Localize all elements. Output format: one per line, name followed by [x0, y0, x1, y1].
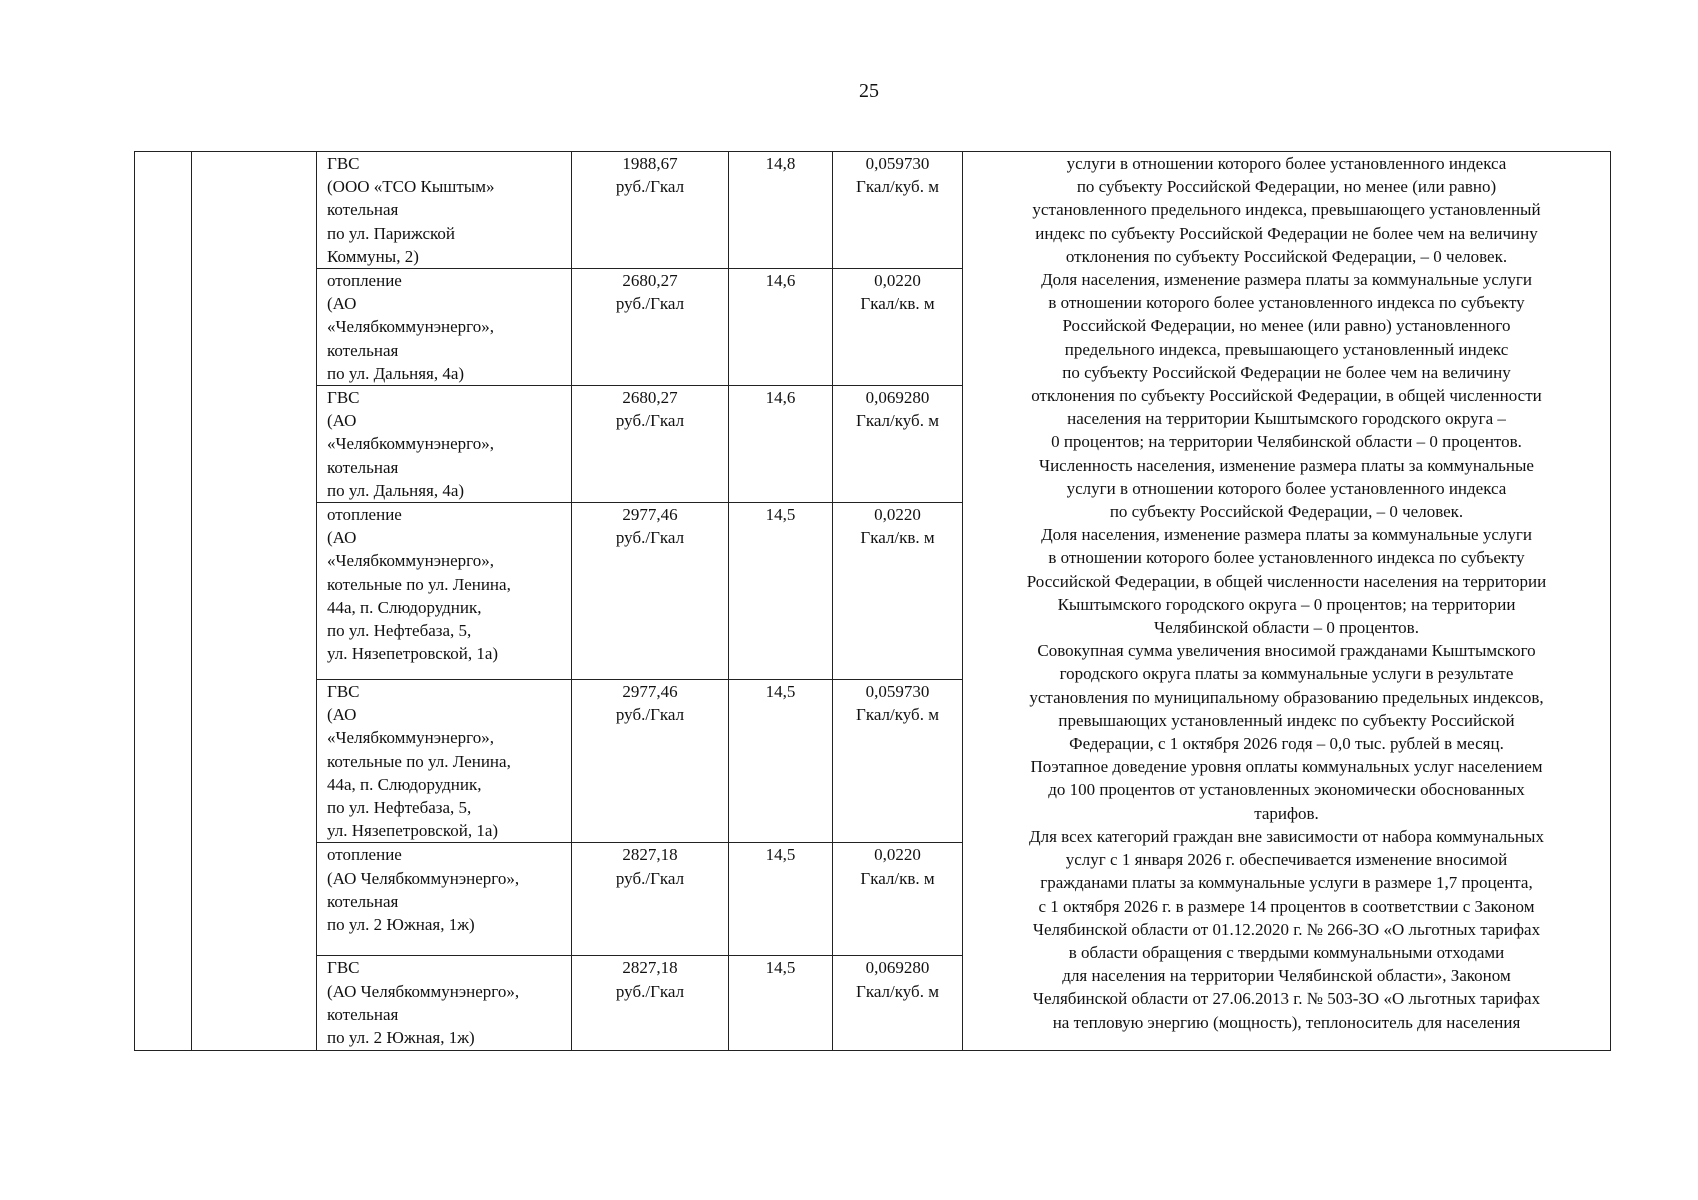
cell-line: «Челябкоммунэнерго»,	[327, 434, 494, 454]
tariff-cell	[572, 269, 729, 386]
cell-line: Российской Федерации, в общей численности населения на территории	[1026, 571, 1547, 591]
cell-line: по ул. 2 Южная, 1ж)	[327, 915, 475, 935]
cell-line: Поэтапное доведение уровня оплаты коммунальных услуг населением	[1030, 757, 1543, 777]
cell-line: предельного индекса, превышающего установленный индекс	[1064, 339, 1509, 359]
consumption-norm-cell	[833, 956, 963, 1051]
cell-line: Гкал/куб. м	[856, 705, 939, 725]
cell-line: по ул. Нефтебаза, 5,	[327, 798, 472, 818]
tariff-cell	[572, 152, 729, 269]
consumption-norm-cell	[833, 269, 963, 386]
cell-line: Гкал/куб. м	[856, 177, 939, 197]
cell-line: 0,0220	[874, 271, 921, 291]
cell-line: 2827,18	[622, 958, 678, 978]
cell-line: руб./Гкал	[615, 528, 685, 548]
cell-line: «Челябкоммунэнерго»,	[327, 317, 494, 337]
cell-line: «Челябкоммунэнерго»,	[327, 728, 494, 748]
service-description-cell	[317, 503, 572, 680]
cell-line: отопление	[327, 271, 402, 291]
cell-line: котельная	[327, 200, 399, 220]
service-description-cell	[317, 680, 572, 843]
cell-line: (ООО «ТСО Кыштым»	[327, 177, 495, 197]
cell-line: 0,0220	[874, 505, 921, 525]
cell-line: 14,5	[765, 845, 796, 865]
cell-line: 0,069280	[865, 958, 930, 978]
cell-line: руб./Гкал	[615, 177, 685, 197]
service-description-cell	[317, 152, 572, 269]
cell-line: Совокупная сумма увеличения вносимой гражданами Кыштымского	[1037, 641, 1536, 661]
cell-line: 44а, п. Слюдорудник,	[327, 774, 482, 794]
cell-line: Российской Федерации, но менее (или равно) установленного	[1062, 316, 1511, 336]
cell-line: превышающих установленный индекс по субъекту Российской	[1058, 710, 1515, 730]
cell-line: на тепловую энергию (мощность), теплоноситель для населения	[1052, 1012, 1521, 1032]
empty-column-1	[135, 152, 192, 1051]
service-description-cell	[317, 956, 572, 1051]
cell-line: по ул. Дальняя, 4а)	[327, 363, 465, 383]
cell-line: ул. Нязепетровской, 1а)	[327, 821, 499, 841]
cell-line: руб./Гкал	[615, 705, 685, 725]
cell-line: (АО	[327, 528, 357, 548]
cell-line: Гкал/кв. м	[860, 528, 935, 548]
cell-line: руб./Гкал	[615, 981, 685, 1001]
increase-percent-cell	[729, 956, 833, 1051]
narrative-cell	[963, 152, 1611, 1051]
cell-line: (АО	[327, 411, 357, 431]
cell-line: Федерации, с 1 октября 2026 годя – 0,0 тыс. рублей в месяц.	[1069, 734, 1504, 754]
tariff-cell	[572, 956, 729, 1051]
cell-line: по ул. Нефтебаза, 5,	[327, 621, 472, 641]
increase-percent-cell	[729, 152, 833, 269]
cell-line: Кыштымского городского округа – 0 процентов; на территории	[1057, 594, 1516, 614]
cell-line: для населения на территории Челябинской области», Законом	[1062, 966, 1511, 986]
cell-line: 0,059730	[865, 154, 930, 173]
cell-line: отклонения по субъекту Российской Федерации, в общей численности	[1031, 386, 1542, 406]
cell-line: котельная	[327, 340, 399, 360]
cell-line: 0,069280	[865, 388, 930, 408]
tariff-table-body	[135, 152, 1611, 1051]
cell-line: 1988,67	[622, 154, 678, 173]
cell-line: котельная	[327, 457, 399, 477]
service-description-cell	[317, 843, 572, 956]
cell-line: ул. Нязепетровской, 1а)	[327, 644, 499, 664]
cell-line: 2680,27	[622, 271, 678, 291]
page-number: 25	[859, 80, 879, 102]
increase-percent-cell	[729, 843, 833, 956]
cell-line: Челябинской области – 0 процентов.	[1154, 618, 1419, 638]
cell-line: котельная	[327, 891, 399, 911]
consumption-norm-cell	[833, 152, 963, 269]
cell-line: (АО	[327, 705, 357, 725]
cell-line: по субъекту Российской Федерации, но менее (или равно)	[1076, 177, 1497, 197]
cell-line: гражданами платы за коммунальные услуги в размере 1,7 процента,	[1040, 873, 1533, 893]
cell-line: услуги в отношении которого более установленного индекса	[1066, 154, 1507, 173]
cell-line: по ул. Дальняя, 4а)	[327, 480, 465, 500]
cell-line: 14,5	[765, 505, 796, 525]
consumption-norm-cell	[833, 386, 963, 503]
tariff-cell	[572, 843, 729, 956]
cell-line: (АО Челябкоммунэнерго»,	[327, 981, 520, 1001]
cell-line: установления по муниципальному образованию предельных индексов,	[1029, 687, 1544, 707]
cell-line: отопление	[327, 505, 402, 525]
cell-line: 14,5	[765, 958, 796, 978]
tariff-cell	[572, 680, 729, 843]
cell-line: Челябинской области от 01.12.2020 г. № 266-ЗО «О льготных тарифах	[1032, 919, 1541, 939]
cell-line: населения на территории Кыштымского городского округа –	[1067, 409, 1506, 429]
cell-line: в области обращения с твердыми коммунальными отходами	[1068, 942, 1505, 962]
cell-line: котельная	[327, 1004, 399, 1024]
cell-line: котельные по ул. Ленина,	[327, 751, 511, 771]
cell-line: (АО	[327, 294, 357, 314]
cell-line: 44а, п. Слюдорудник,	[327, 597, 482, 617]
cell-line: городского округа платы за коммунальные услуги в результате	[1059, 664, 1514, 684]
cell-line: ГВС	[327, 958, 360, 978]
service-description-cell	[317, 386, 572, 503]
cell-line: в отношении которого более установленного индекса по субъекту	[1048, 293, 1525, 313]
cell-line: 2827,18	[622, 845, 678, 865]
cell-line: 0,059730	[865, 682, 930, 702]
tariff-cell	[572, 503, 729, 680]
cell-line: до 100 процентов от установленных экономически обоснованных	[1048, 780, 1525, 800]
cell-line: 0 процентов; на территории Челябинской области – 0 процентов.	[1051, 432, 1522, 452]
cell-line: (АО Челябкоммунэнерго»,	[327, 868, 520, 888]
cell-line: по ул. 2 Южная, 1ж)	[327, 1028, 475, 1048]
cell-line: Гкал/кв. м	[860, 294, 935, 314]
cell-line: в отношении которого более установленного индекса по субъекту	[1048, 548, 1525, 568]
cell-line: котельные по ул. Ленина,	[327, 574, 511, 594]
cell-line: по субъекту Российской Федерации не более чем на величину	[1062, 362, 1511, 382]
cell-line: 14,8	[765, 154, 796, 173]
cell-line: Для всех категорий граждан вне зависимости от набора коммунальных	[1029, 826, 1544, 846]
cell-line: руб./Гкал	[615, 868, 685, 888]
cell-line: Гкал/куб. м	[856, 981, 939, 1001]
cell-line: с 1 октября 2026 г. в размере 14 процентов в соответствии с Законом	[1038, 896, 1535, 916]
increase-percent-cell	[729, 269, 833, 386]
cell-line: Численность населения, изменение размера платы за коммунальные	[1039, 455, 1534, 475]
cell-line: установленного предельного индекса, превышающего установленный	[1032, 200, 1541, 220]
cell-line: услуг с 1 января 2026 г. обеспечивается изменение вносимой	[1065, 850, 1508, 870]
consumption-norm-cell	[833, 503, 963, 680]
cell-line: руб./Гкал	[615, 294, 685, 314]
cell-line: руб./Гкал	[615, 411, 685, 431]
increase-percent-cell	[729, 503, 833, 680]
cell-line: Челябинской области от 27.06.2013 г. № 503-ЗО «О льготных тарифах	[1032, 989, 1541, 1009]
cell-line: 2977,46	[622, 505, 678, 525]
consumption-norm-cell	[833, 843, 963, 956]
empty-column-2	[192, 152, 317, 1051]
increase-percent-cell	[729, 386, 833, 503]
cell-line: индекс по субъекту Российской Федерации не более чем на величину	[1035, 223, 1538, 243]
cell-line: 2680,27	[622, 388, 678, 408]
cell-line: 2977,46	[622, 682, 678, 702]
cell-line: Коммуны, 2)	[327, 246, 419, 266]
cell-line: Доля населения, изменение размера платы за коммунальные услуги	[1041, 270, 1532, 290]
cell-line: по субъекту Российской Федерации, – 0 человек.	[1109, 502, 1464, 522]
consumption-norm-cell	[833, 680, 963, 843]
cell-line: отопление	[327, 845, 402, 865]
cell-line: 14,5	[765, 682, 796, 702]
tariff-table	[134, 151, 1611, 1051]
tariff-cell	[572, 386, 729, 503]
cell-line: по ул. Парижской	[327, 223, 455, 243]
cell-line: «Челябкоммунэнерго»,	[327, 551, 494, 571]
cell-line: 14,6	[765, 388, 796, 408]
cell-line: 14,6	[765, 271, 796, 291]
cell-line: Доля населения, изменение размера платы за коммунальные услуги	[1041, 525, 1532, 545]
cell-line: ГВС	[327, 388, 360, 408]
increase-percent-cell	[729, 680, 833, 843]
cell-line: услуги в отношении которого более установленного индекса	[1066, 478, 1507, 498]
cell-line: ГВС	[327, 682, 360, 702]
cell-line: 0,0220	[874, 845, 921, 865]
service-description-cell	[317, 269, 572, 386]
cell-line: отклонения по субъекту Российской Федерации, – 0 человек.	[1065, 246, 1508, 266]
cell-line: тарифов.	[1254, 803, 1319, 823]
table-row	[135, 152, 1611, 269]
cell-line: ГВС	[327, 154, 360, 173]
cell-line: Гкал/кв. м	[860, 868, 935, 888]
cell-line: Гкал/куб. м	[856, 411, 939, 431]
